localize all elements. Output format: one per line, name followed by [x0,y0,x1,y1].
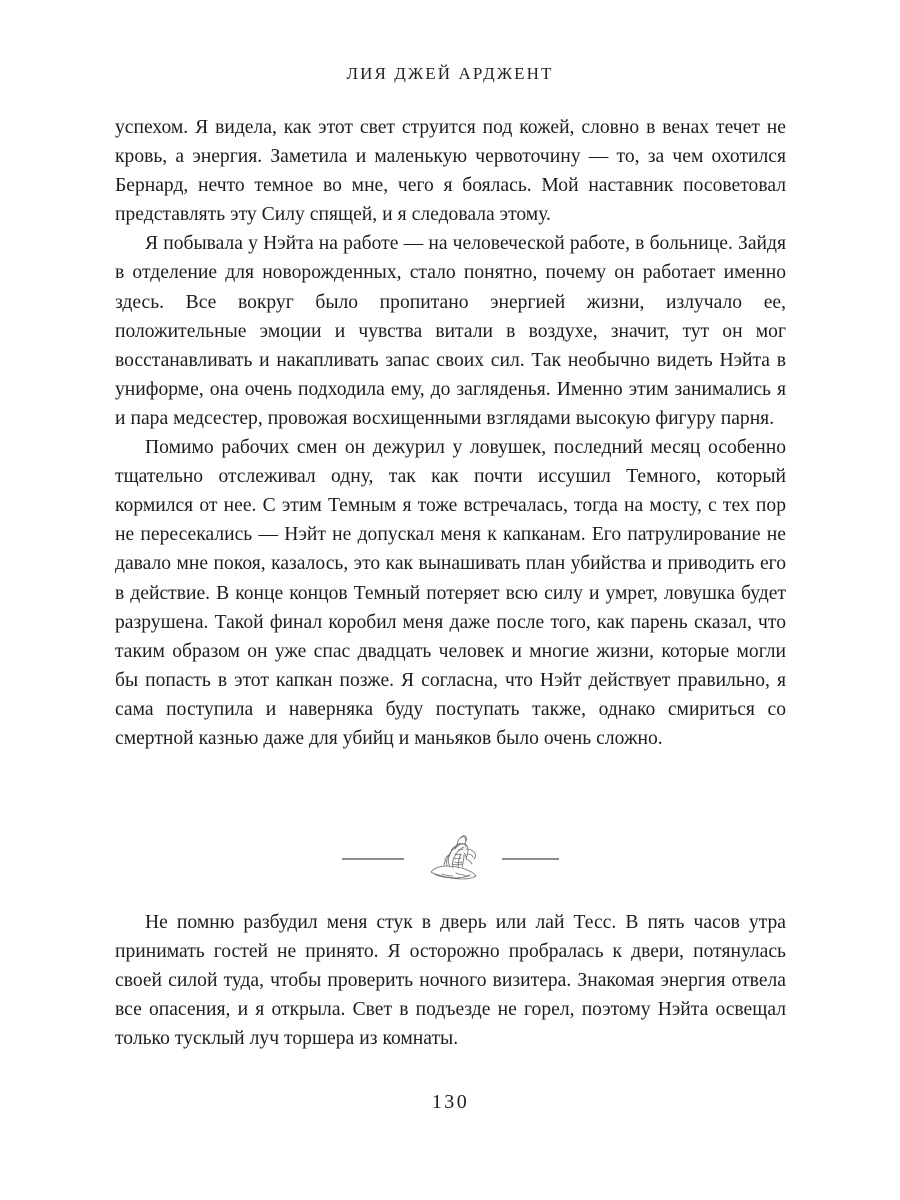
scene-break-divider [115,828,786,890]
running-head-author: ЛИЯ ДЖЕЙ АРДЖЕНТ [346,64,554,83]
body-text-column-upper [115,113,786,753]
paragraph: Я побывала у Нэйта на работе — на человеческой работе, в больнице. Зайдя в отделение для новорожденных, стало понятно, почему он работает именно здесь. Все вокруг было пропитано энергией жизни, излучало ее, положительные эмоции и чувства витали в воздухе, значит, тут он мог восстанавливать и накапливать запас своих сил. Так необычно видеть Нэйта в униформе, она очень подходила ему, до загляденья. Именно этим занимались я и пара медсестер, провожая восхищенными взглядами высокую фигуру парня. [115,233,786,429]
paragraph: Помимо рабочих смен он дежурил у ловушек, последний месяц особенно тщательно отслеживал одну, так как почти иссушил Темного, который кормился от нее. С этим Темным я тоже встречалась, тогда на мосту, с тех пор не пересекались — Нэйт не допускал меня к капканам. Его патрулирование не давало мне покоя, казалось, это как вынашивать план убийства и приводить его в действие. В конце концов Темный потеряет всю силу и умрет, ловушка будет разрушена. Такой финал коробил меня даже после того, как парень сказал, что таким образом он уже спас двадцать человек и многие жизни, которые могли бы попасть в этот капкан позже. Я согласна, что Нэйт действует правильно, я сама поступила и наверняка буду поступать также, однако смириться со смертной казнью даже для убийц и маньяков было очень сложно. [115,437,786,749]
paragraph: Не помню разбудил меня стук в дверь или лай Тесс. В пять часов утра принимать гостей не принято. Я осторожно пробралась к двери, потянулась своей силой туда, чтобы проверить ночного визитера. Знакомая энергия отвела все опасения, и я открыла. Свет в подъезде не горел, поэтому Нэйта освещал только тусклый луч торшера из комнаты. [115,912,786,1050]
body-text-column-lower [115,908,786,1053]
scene-break-ornament-icon [422,829,484,887]
divider-rule-right [502,858,559,860]
divider-rule-left [342,858,404,860]
page-number: 130 [431,1091,470,1113]
paragraph: успехом. Я видела, как этот свет струится под кожей, словно в венах течет не кровь, а энергия. Заметила и маленькую червоточину — то, за чем охотился Бернард, нечто темное во мне, чего я боялась. Мой наставник посоветовал представлять эту Силу спящей, и я следовала этому. [115,117,786,226]
